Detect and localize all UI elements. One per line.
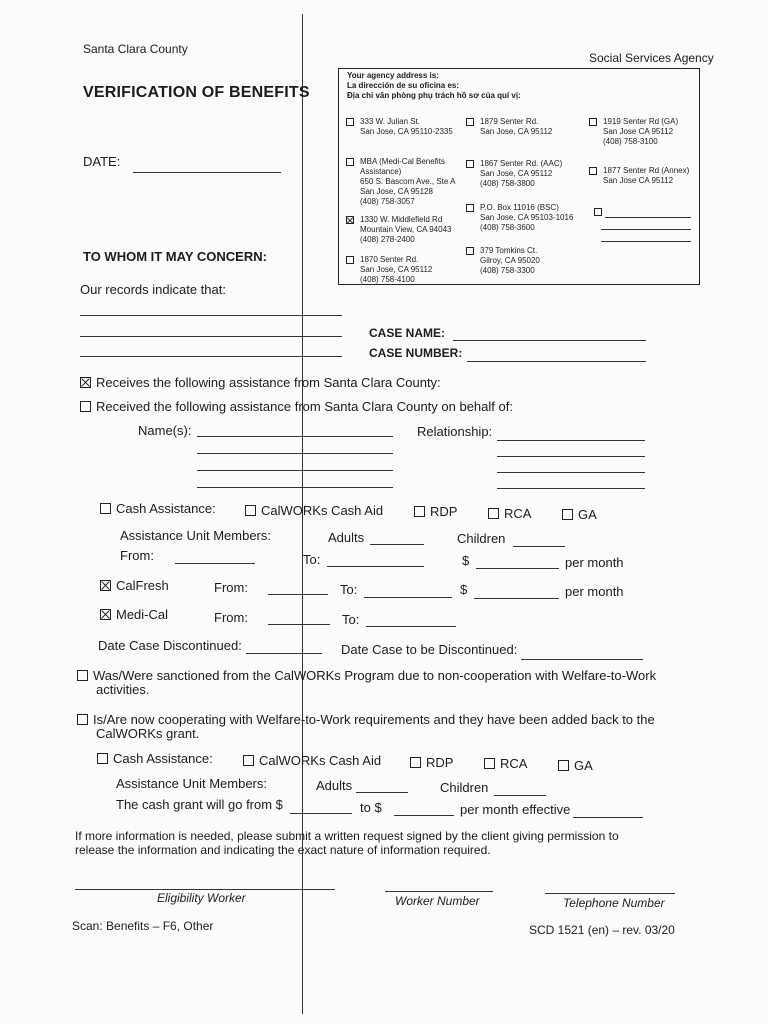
office-checkbox[interactable] [346, 118, 354, 126]
agency-address-box [338, 68, 700, 285]
form-number: SCD 1521 (en) – rev. 03/20 [529, 923, 675, 937]
date-discontinued-label: Date Case Discontinued: [98, 638, 242, 653]
office-other-checkbox[interactable] [594, 208, 602, 216]
receives-checkbox-checked[interactable] [80, 377, 91, 388]
office-checkbox[interactable] [346, 158, 354, 166]
calfresh-per-month: per month [565, 584, 624, 599]
names-field-4[interactable] [197, 487, 393, 488]
coop-adults-field[interactable] [356, 792, 408, 793]
sanction-row[interactable]: Was/Were sanctioned from the CalWORKs Program due to non-cooperation with Welfare-to-Work activities. [77, 669, 656, 697]
dollar-sign: $ [462, 553, 470, 568]
case-name-label: CASE NAME: [369, 326, 446, 340]
office-gilroy[interactable]: 379 Tomkins Ct. Gilroy, CA 95020 (408) 758-3300 [480, 246, 540, 276]
to-label: To: [303, 552, 321, 567]
coop-rca-option[interactable]: RCA [484, 756, 527, 771]
coop-calworks-checkbox[interactable] [243, 755, 254, 766]
coop-rdp-checkbox[interactable] [410, 757, 421, 768]
office-checkbox-checked[interactable] [346, 216, 354, 224]
calworks-option[interactable]: CalWORKs Cash Aid [245, 503, 383, 518]
case-name-field[interactable] [453, 340, 646, 341]
names-field-1[interactable] [197, 436, 393, 437]
coop-rdp-option[interactable]: RDP [410, 755, 453, 770]
per-month-effective-label: per month effective [460, 802, 571, 817]
agency-box-heading-en: Your agency address is: [347, 71, 439, 80]
agency-box-heading-vi: Địa chỉ văn phòng phụ trách hồ sơ của quí vị: [347, 91, 521, 100]
from-label: From: [120, 548, 154, 563]
case-number-label: CASE NUMBER: [369, 346, 463, 360]
coop-cash-checkbox[interactable] [97, 753, 108, 764]
calfresh-to-field[interactable] [364, 597, 452, 598]
children-label: Children [457, 531, 506, 546]
agency-name: Social Services Agency [589, 51, 714, 65]
rdp-option[interactable]: RDP [414, 504, 457, 519]
calworks-checkbox[interactable] [245, 505, 256, 516]
office-middlefield[interactable]: 1330 W. Middlefield Rd Mountain View, CA 94043 (408) 278-2400 [360, 215, 451, 245]
date-to-be-discontinued-field[interactable] [521, 659, 643, 660]
eligibility-worker-label: Eligibility Worker [157, 891, 246, 905]
relationship-field-1[interactable] [497, 440, 645, 441]
worker-number-line[interactable] [385, 891, 493, 892]
calfresh-to-label: To: [340, 582, 358, 597]
grant-from-field[interactable] [290, 813, 352, 814]
date-label: DATE: [83, 154, 121, 169]
medical-to-field[interactable] [366, 626, 456, 627]
eligibility-worker-line[interactable] [75, 889, 335, 890]
office-checkbox[interactable] [589, 167, 597, 175]
received-behalf-text: Received the following assistance from Santa Clara County on behalf of: [96, 399, 513, 414]
calfresh-from-label: From: [214, 580, 248, 595]
names-field-3[interactable] [197, 470, 393, 471]
cash-from-field[interactable] [175, 563, 255, 564]
calfresh-row[interactable]: CalFresh [100, 578, 169, 593]
children-field[interactable] [513, 546, 565, 547]
coop-children-label: Children [440, 780, 489, 795]
ga-option[interactable]: GA [562, 507, 597, 522]
date-to-be-discontinued-label: Date Case to be Discontinued: [341, 642, 518, 657]
calfresh-checkbox-checked[interactable] [100, 580, 111, 591]
adults-field[interactable] [370, 544, 424, 545]
coop-rca-checkbox[interactable] [484, 758, 495, 769]
office-checkbox[interactable] [346, 256, 354, 264]
page-title: VERIFICATION OF BENEFITS [83, 84, 310, 101]
relationship-label: Relationship: [417, 424, 493, 439]
coop-calworks-option[interactable]: CalWORKs Cash Aid [243, 753, 381, 768]
rca-option[interactable]: RCA [488, 506, 531, 521]
office-1867-senter[interactable]: 1867 Senter Rd. (AAC) San Jose, CA 95112 (408) 758-3800 [480, 159, 562, 189]
coop-unit-members-label: Assistance Unit Members: [116, 776, 267, 791]
calfresh-dollar: $ [460, 582, 468, 597]
names-field-2[interactable] [197, 453, 393, 454]
medical-to-label: To: [342, 612, 360, 627]
grant-to-field[interactable] [394, 815, 454, 816]
unit-members-label: Assistance Unit Members: [120, 528, 271, 543]
office-1877-senter[interactable]: 1877 Senter Rd (Annex) San Jose CA 95112 [603, 166, 689, 186]
medical-from-label: From: [214, 610, 248, 625]
relationship-field-2[interactable] [497, 456, 645, 457]
per-month-label: per month [565, 555, 624, 570]
rdp-checkbox[interactable] [414, 506, 425, 517]
cooperating-checkbox[interactable] [77, 714, 88, 725]
agency-box-heading-es: La dirección de su oficina es: [347, 81, 460, 90]
date-field[interactable] [133, 172, 281, 173]
calfresh-from-field[interactable] [268, 594, 328, 595]
office-1919-senter[interactable]: 1919 Senter Rd (GA) San Jose CA 95112 (408) 758-3100 [603, 117, 678, 147]
office-checkbox[interactable] [466, 204, 474, 212]
cash-assistance-row[interactable]: Cash Assistance: [100, 501, 216, 516]
sanction-checkbox[interactable] [77, 670, 88, 681]
cash-assistance-checkbox[interactable] [100, 503, 111, 514]
telephone-label: Telephone Number [563, 896, 665, 910]
coop-ga-option[interactable]: GA [558, 758, 593, 773]
relationship-field-3[interactable] [497, 472, 645, 473]
names-label: Name(s): [138, 423, 192, 438]
grant-to-label: to $ [360, 800, 382, 815]
medical-row[interactable]: Medi-Cal [100, 607, 168, 622]
case-number-field[interactable] [467, 361, 646, 362]
received-behalf-checkbox[interactable] [80, 401, 91, 412]
receives-assistance-row[interactable] [80, 375, 441, 390]
records-intro: Our records indicate that: [80, 282, 226, 297]
client-address-line-3[interactable] [80, 356, 342, 357]
date-discontinued-field[interactable] [246, 653, 322, 654]
coop-ga-checkbox[interactable] [558, 760, 569, 771]
cooperating-row[interactable]: Is/Are now cooperating with Welfare-to-Work requirements and they have been added back to the CalWORKs grant. [77, 713, 655, 741]
office-other-line-1[interactable] [605, 217, 691, 218]
cash-to-field[interactable] [327, 566, 424, 567]
coop-adults-label: Adults [316, 778, 353, 793]
office-1879-senter[interactable]: 1879 Senter Rd. San Jose, CA 95112 [480, 117, 552, 137]
coop-children-field[interactable] [494, 795, 546, 796]
scan-note: Scan: Benefits – F6, Other [72, 919, 214, 933]
office-checkbox[interactable] [466, 247, 474, 255]
office-other-line-3[interactable] [601, 241, 691, 242]
to-whom-heading: TO WHOM IT MAY CONCERN: [83, 249, 267, 264]
office-po-box[interactable]: P.O. Box 11016 (BSC) San Jose, CA 95103-1016 (408) 758-3600 [480, 203, 573, 233]
office-checkbox[interactable] [466, 118, 474, 126]
grant-from-label: The cash grant will go from $ [116, 797, 283, 812]
client-address-line-1[interactable] [80, 315, 342, 316]
county-name: Santa Clara County [83, 42, 188, 56]
adults-label: Adults [328, 530, 365, 545]
cash-amount-field[interactable] [476, 568, 559, 569]
office-checkbox[interactable] [466, 160, 474, 168]
medical-from-field[interactable] [268, 624, 330, 625]
office-other-line-2[interactable] [601, 229, 691, 230]
calfresh-amount-field[interactable] [474, 598, 559, 599]
office-1870-senter[interactable]: 1870 Senter Rd. San Jose, CA 95112 (408) 758-4100 [360, 255, 432, 285]
receives-text: Receives the following assistance from Santa Clara County: [96, 375, 441, 390]
coop-cash-assistance[interactable]: Cash Assistance: [97, 751, 213, 766]
medical-checkbox-checked[interactable] [100, 609, 111, 620]
relationship-field-4[interactable] [497, 488, 645, 489]
office-checkbox[interactable] [589, 118, 597, 126]
telephone-line[interactable] [545, 893, 675, 894]
worker-number-label: Worker Number [395, 894, 480, 908]
rca-checkbox[interactable] [488, 508, 499, 519]
client-address-line-2[interactable] [80, 336, 342, 337]
office-333-julian[interactable]: 333 W. Julian St. San Jose, CA 95110-2335 [360, 117, 453, 137]
received-behalf-row[interactable] [80, 399, 513, 414]
effective-date-field[interactable] [573, 817, 643, 818]
more-info-paragraph: If more information is needed, please submit a written request signed by the client giving permission to release the information and indicating the exact nature of information required. [75, 829, 619, 857]
ga-checkbox[interactable] [562, 509, 573, 520]
office-mba-bascom[interactable]: MBA (Medi-Cal Benefits Assistance) 650 S. Bascom Ave., Ste A San Jose, CA 95128 (408) 758-3057 [360, 157, 455, 207]
